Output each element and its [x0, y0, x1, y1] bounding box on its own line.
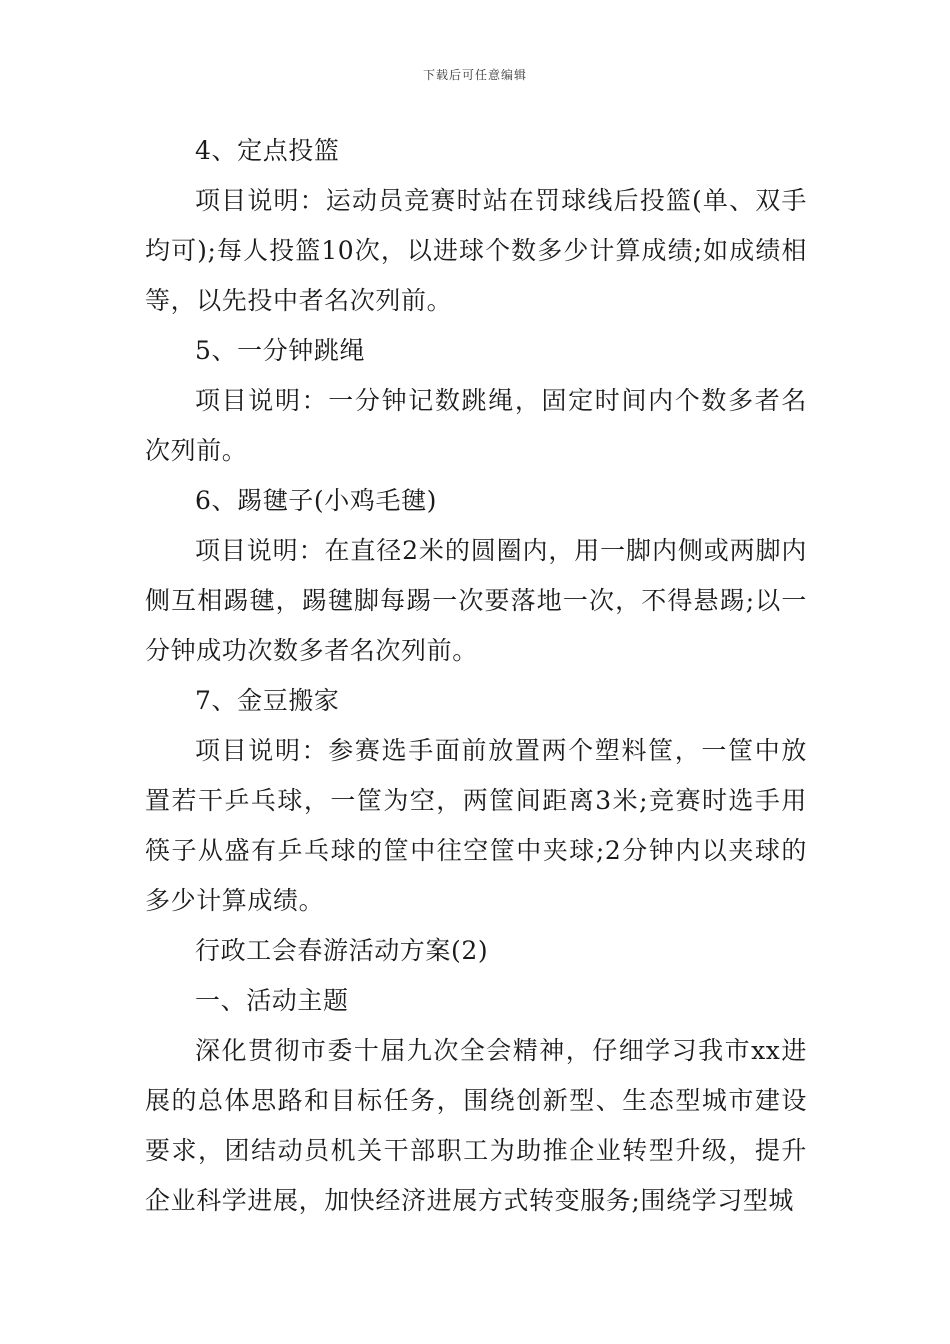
section-heading-5: 5、一分钟跳绳 — [195, 336, 366, 365]
document-body — [145, 126, 807, 1226]
section-heading-theme: 一、活动主题 — [195, 986, 349, 1015]
paragraph-jump-rope-description: 项目说明：一分钟记数跳绳，固定时间内个数多者名次列前。 — [145, 386, 807, 465]
section-heading-4: 4、定点投篮 — [195, 136, 340, 165]
document-title: 行政工会春游活动方案(2) — [195, 936, 489, 965]
paragraph-shooting-description: 项目说明：运动员竞赛时站在罚球线后投篮(单、双手均可);每人投篮10次，以进球个数多少计算成绩;如成绩相等，以先投中者名次列前。 — [145, 186, 807, 315]
section-heading-6: 6、踢毽子(小鸡毛毽) — [195, 486, 438, 515]
section-heading-7: 7、金豆搬家 — [195, 686, 340, 715]
paragraph-theme-body: 深化贯彻市委十届九次全会精神，仔细学习我市xx进展的总体思路和目标任务，围绕创新型、生态型城市建设要求，团结动员机关干部职工为助推企业转型升级，提升企业科学进展，加快经济进展方式转变服务;围绕学习型城 — [145, 1036, 807, 1215]
paragraph-bean-moving-description: 项目说明：参赛选手面前放置两个塑料筐，一筐中放置若干乒乓球，一筐为空，两筐间距离3米;竞赛时选手用筷子从盛有乒乓球的筐中往空筐中夹球;2分钟内以夹球的多少计算成绩。 — [145, 736, 807, 915]
page-header: 下载后可任意编辑 — [422, 68, 527, 82]
paragraph-shuttlecock-description: 项目说明：在直径2米的圆圈内，用一脚内侧或两脚内侧互相踢毽，踢毽脚每踢一次要落地一次，不得悬踢;以一分钟成功次数多者名次列前。 — [145, 536, 807, 665]
